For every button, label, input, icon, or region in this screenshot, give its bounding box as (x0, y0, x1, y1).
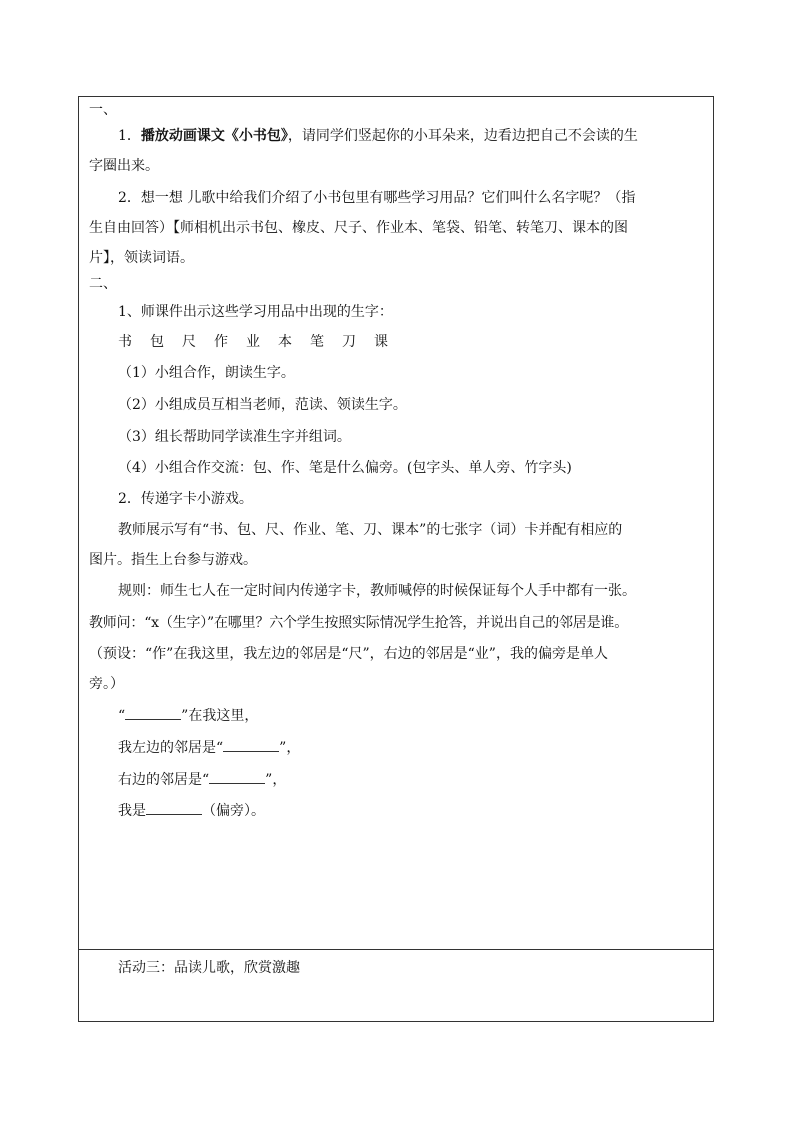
sub-item-3: （3）组长帮助同学读准生字并组词。 (118, 429, 351, 445)
fill-text: 右边的邻居是“ (118, 772, 210, 788)
blank (146, 801, 202, 815)
activity-3-heading: 活动三：品读儿歌，欣赏激趣 (118, 960, 300, 976)
row-divider (78, 949, 714, 950)
character: 笔 (310, 334, 324, 350)
character: 课 (374, 334, 388, 350)
character: 尺 (182, 334, 196, 350)
game-rule-line-2: 教师问：“x（生字）”在哪里？六个学生按照实际情况学生抢答，并说出自己的邻居是谁。 (89, 615, 629, 631)
character: 业 (246, 334, 260, 350)
fill-line-4 (118, 801, 265, 821)
fill-text: 我左边的邻居是“ (118, 740, 224, 756)
character: 本 (278, 334, 292, 350)
blank (125, 706, 181, 720)
fill-text: 我是 (118, 803, 146, 819)
section-1-paragraph-2-line-3: 片】，领读词语。 (89, 250, 194, 266)
section-1-paragraph-1-cont: 字圈出来。 (89, 158, 159, 174)
section-1-paragraph-2-line-2: 生自由回答）【师相机出示书包、橡皮、尺子、作业本、笔袋、铅笔、转笔刀、课本的图 (89, 220, 628, 236)
character: 刀 (342, 334, 356, 350)
game-rule-line-3: （预设：“作”在我这里，我左边的邻居是“尺”，右边的邻居是“业”，我的偏旁是单人 (89, 646, 608, 662)
p1-lead: 1． (118, 128, 141, 144)
fill-text: ”在我这里， (181, 708, 259, 724)
blank (223, 738, 279, 752)
character: 作 (214, 334, 228, 350)
fill-line-1 (118, 706, 258, 726)
quote-open: “ (118, 708, 126, 724)
section-1-heading: 一、 (89, 102, 117, 118)
section-1-paragraph-2: 2．想一想 儿歌中给我们介绍了小书包里有哪些学习用品？它们叫什么名字呢？（指 (118, 190, 636, 206)
section-2-heading: 二、 (89, 276, 117, 292)
p1-rest: ，请同学们竖起你的小耳朵来，边看边把自己不会读的生 (287, 128, 638, 144)
character: 书 (118, 334, 132, 350)
blank (209, 770, 265, 784)
fill-line-3 (118, 770, 286, 790)
character-list (118, 332, 406, 352)
fill-text: （偏旁）。 (202, 803, 265, 819)
fill-text: ”， (265, 772, 287, 788)
game-rule: 规则：师生七人在一定时间内传递字卡，教师喊停的时候保证每个人手中都有一张。 (118, 583, 636, 599)
character: 包 (150, 334, 164, 350)
section-2-item-2: 2．传递字卡小游戏。 (118, 491, 253, 507)
section-2-item-1: 1、师课件出示这些学习用品中出现的生字： (118, 304, 393, 320)
game-description-cont: 图片。指生上台参与游戏。 (89, 552, 257, 568)
section-1-paragraph-1 (118, 126, 638, 146)
sub-item-4: （4）小组合作交流：包、作、笔是什么偏旁。(包字头、单人旁、竹字头) (118, 460, 572, 476)
game-description: 教师展示写有“书、包、尺、作业、笔、刀、课本”的七张字（词）卡并配有相应的 (118, 522, 623, 538)
sub-item-1: （1）小组合作，朗读生字。 (118, 365, 295, 381)
fill-text: ”， (279, 740, 301, 756)
sub-item-2: （2）小组成员互相当老师，范读、领读生字。 (118, 397, 407, 413)
fill-line-2 (118, 738, 300, 758)
game-rule-line-4: 旁。） (89, 676, 124, 692)
p1-bold-text: 播放动画课文《小书包》 (140, 128, 288, 144)
